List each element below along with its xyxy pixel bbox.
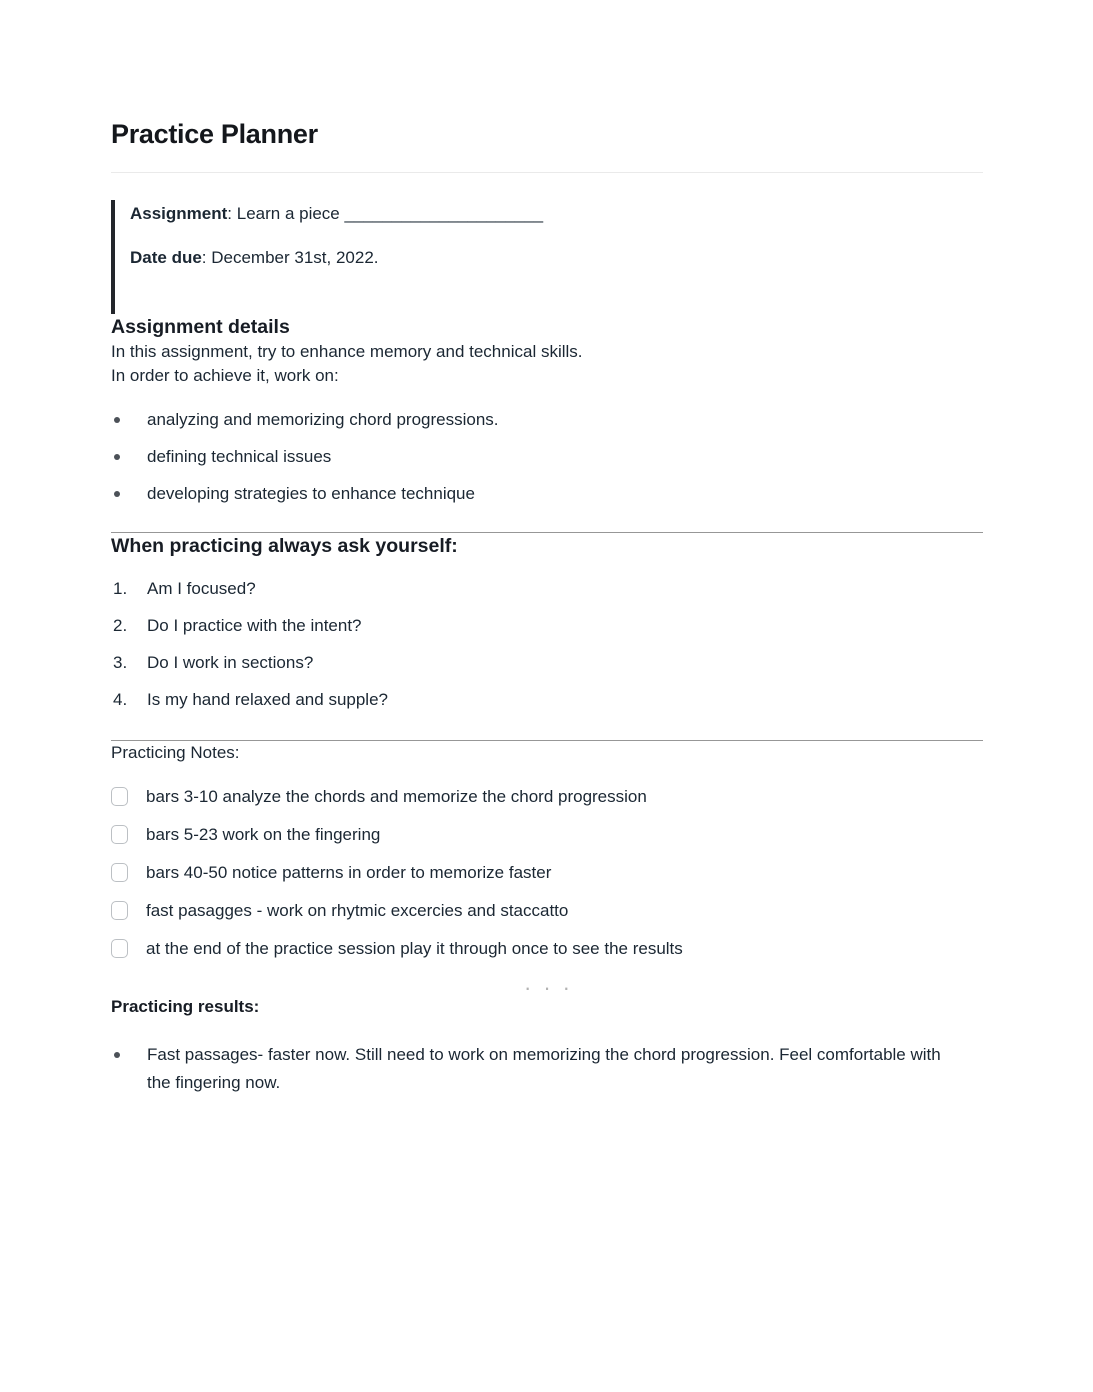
checkbox-unchecked-icon[interactable] [111,863,128,882]
number-marker: 4. [113,690,128,709]
list-item [111,408,983,432]
todo-item-text: fast pasagges - work on rhytmic excercies and staccatto [146,901,569,920]
todo-item [111,937,983,961]
assignment-blank-underline: _____________________ [344,204,544,223]
todo-item [111,785,983,809]
dots-divider: ··· [524,975,582,1000]
quote-block [111,200,983,314]
assignment-line [130,202,983,226]
practicing-results-label: Practicing results: [111,997,260,1016]
title-divider [111,172,983,173]
numbered-item-text: Do I practice with the intent? [147,616,362,635]
list-item-text: analyzing and memorizing chord progressions. [147,410,499,429]
results-bullet-list [111,1041,983,1097]
numbered-item-text: Am I focused? [147,579,256,598]
questions-heading: When practicing always ask yourself: [111,535,458,557]
bullet-icon [111,1041,147,1058]
number-marker: 1. [113,579,128,598]
questions-numbered-list [111,577,983,712]
checkbox-unchecked-icon[interactable] [111,825,128,844]
assignment-label: Assignment [130,204,228,223]
todo-item [111,861,983,885]
assignment-text: : Learn a piece [227,204,345,223]
number-marker: 3. [113,653,128,672]
checkbox-unchecked-icon[interactable] [111,787,128,806]
list-item-text: defining technical issues [147,447,332,466]
list-item-text: Fast passages- faster now. Still need to work on memorizing the chord progression. Feel comfortable with the fingering now. [147,1045,941,1092]
todo-list [111,785,983,961]
numbered-item [111,577,983,601]
numbered-item [111,651,983,675]
numbered-item-text: Do I work in sections? [147,653,314,672]
page-title: Practice Planner [111,119,318,149]
list-item [111,482,983,506]
bullet-icon [111,408,147,423]
todo-item [111,823,983,847]
details-bullet-list [111,408,983,506]
list-item-text: developing strategies to enhance technique [147,484,475,503]
date-due-label: Date due [130,248,202,267]
todo-item-text: bars 5-23 work on the fingering [146,825,381,844]
date-due-text: : December 31st, 2022. [201,248,379,267]
numbered-item-text: Is my hand relaxed and supple? [147,690,388,709]
checkbox-unchecked-icon[interactable] [111,939,128,958]
bullet-icon [111,445,147,460]
todo-item-text: bars 3-10 analyze the chords and memorize the chord progression [146,787,647,806]
list-item [111,1041,983,1097]
document-content [111,0,983,1097]
todo-item-text: at the end of the practice session play it through once to see the results [146,939,683,958]
date-due-line [130,246,983,270]
assignment-details-heading: Assignment details [111,316,290,338]
todo-item-text: bars 40-50 notice patterns in order to memorize faster [146,863,552,882]
number-marker: 2. [113,616,128,635]
details-paragraph-2: In order to achieve it, work on: [111,366,339,385]
practicing-notes-label: Practicing Notes: [111,743,240,762]
details-paragraph-1: In this assignment, try to enhance memory and technical skills. [111,342,583,361]
list-item [111,445,983,469]
checkbox-unchecked-icon[interactable] [111,901,128,920]
bullet-icon [111,482,147,497]
todo-item [111,899,983,923]
numbered-item [111,688,983,712]
numbered-item [111,614,983,638]
